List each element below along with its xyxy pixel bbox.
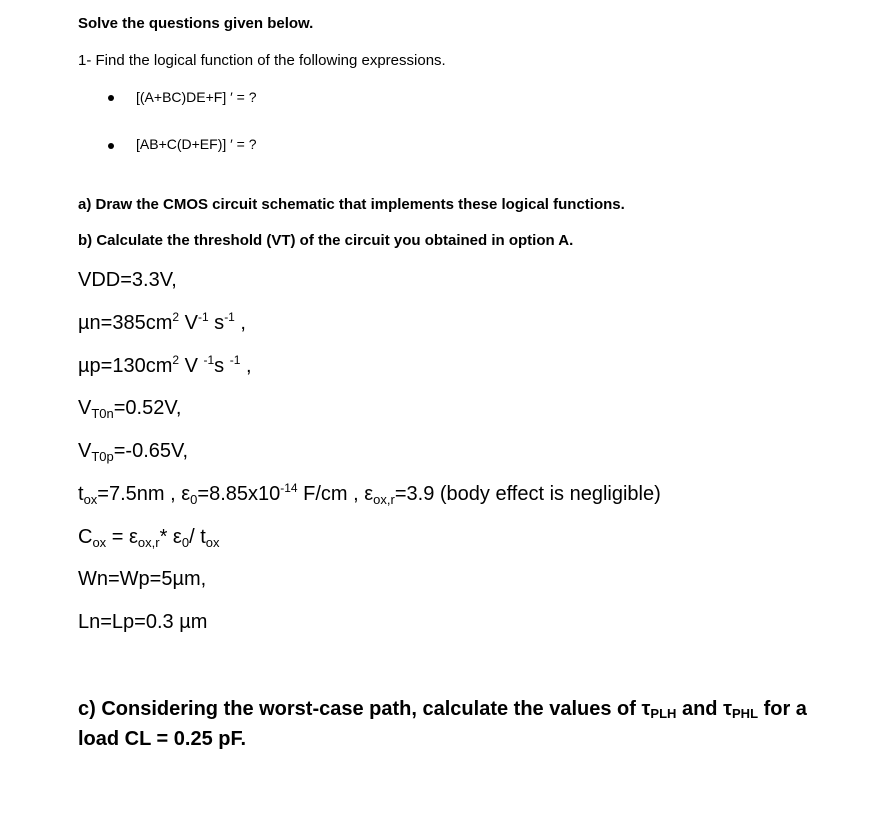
part-b: b) Calculate the threshold (VT) of the circuit you obtained in option A.	[78, 232, 574, 249]
param-mu-n: $\mu n=385cm^2$ $V^{-1}$ $s^{-1}$ ,	[78, 310, 246, 334]
param-cox: $C_{ox} = \varepsilon_{ox,r}*$ $\varepsilon_0/$ $t_{ox}$	[78, 526, 220, 550]
param-mu-p: $\mu p=130cm^2$ V $^{-1}$s $^{-1}$ ,	[78, 353, 252, 377]
question-1: 1- Find the logical function of the following expressions.	[78, 52, 446, 69]
param-length: Ln=Lp=0.3 µm	[78, 611, 208, 633]
param-tox: $t_{ox}=7.5nm$ , $\varepsilon_0=8.85x10^{-14}$ F/cm , $\varepsilon_{ox,r}=3.9$ (body effect is negligible)	[78, 481, 661, 507]
bullet-icon	[108, 143, 114, 149]
part-a: a) Draw the CMOS circuit schematic that implements these logical functions.	[78, 196, 625, 213]
expression-2: [AB+C(D+EF)] ′ = ?	[136, 136, 257, 152]
heading: Solve the questions given below.	[78, 15, 314, 32]
expression-1: [(A+BC)DE+F] ′ = ?	[136, 89, 257, 105]
part-c: c) Considering the worst-case path, calculate the values of $\tau_{PLH}$ and $\tau_{PHL}$ for a load CL = 0.25 pF.	[78, 698, 807, 750]
param-vtop: $V_{T0p}=-0.65V$,	[78, 440, 189, 464]
param-width: Wn=Wp=5µm,	[78, 568, 207, 590]
param-vdd: VDD=3.3V,	[78, 269, 177, 291]
param-vton: $V_{T0n}=0.52V$,	[78, 397, 182, 421]
bullet-icon	[108, 95, 114, 101]
